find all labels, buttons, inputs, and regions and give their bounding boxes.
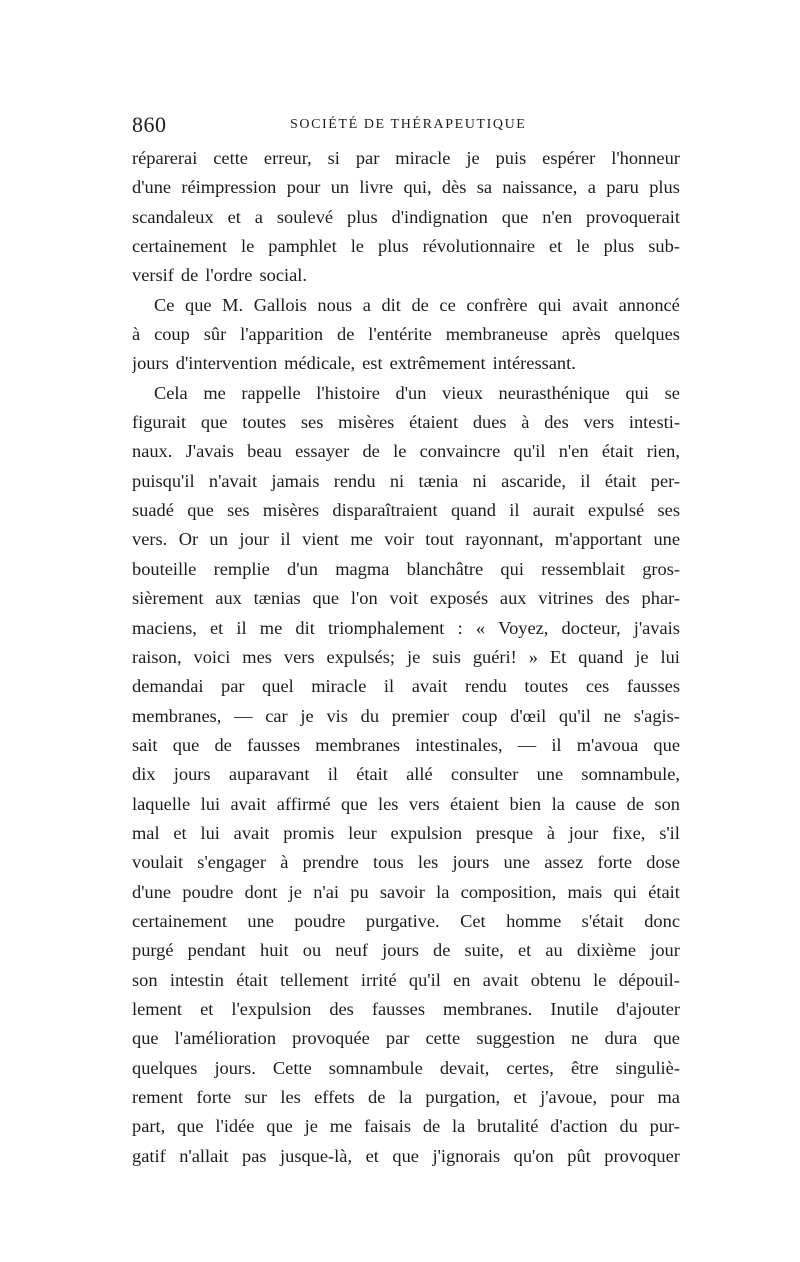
text-line: lement et l'expulsion des fausses membranes. Inutile d'ajouter bbox=[132, 998, 680, 1019]
text-line: à coup sûr l'apparition de l'entérite membraneuse après quelques bbox=[132, 324, 680, 345]
text-line: son intestin était tellement irrité qu'il en avait obtenu le dépouil- bbox=[132, 969, 680, 990]
text-line: gatif n'allait pas jusque-là, et que j'ignorais qu'on pût provoquer bbox=[132, 1145, 680, 1166]
running-title: SOCIÉTÉ DE THÉRAPEUTIQUE bbox=[290, 117, 527, 132]
running-head bbox=[132, 112, 680, 144]
text-line: mal et lui avait promis leur expulsion presque à jour fixe, s'il bbox=[132, 822, 680, 843]
text-line: jours d'intervention médicale, est extrêmement intéressant. bbox=[132, 353, 576, 374]
text-line: vers. Or un jour il vient me voir tout rayonnant, m'apportant une bbox=[132, 529, 680, 550]
text-line: bouteille remplie d'un magma blanchâtre qui ressemblait gros- bbox=[132, 558, 680, 579]
text-line: certainement le pamphlet le plus révolutionnaire et le plus sub- bbox=[132, 236, 680, 257]
text-line: que l'amélioration provoquée par cette suggestion ne dura que bbox=[132, 1028, 680, 1049]
text-line: d'une réimpression pour un livre qui, dès sa naissance, a paru plus bbox=[132, 177, 680, 198]
text-line: rement forte sur les effets de la purgation, et j'avoue, pour ma bbox=[132, 1087, 680, 1107]
text-line: membranes, — car je vis du premier coup d'œil qu'il ne s'agis- bbox=[132, 705, 680, 726]
page-number: 860 bbox=[132, 112, 167, 137]
book-page bbox=[132, 112, 680, 1171]
body-text bbox=[132, 144, 680, 1171]
text-line: versif de l'ordre social. bbox=[132, 265, 307, 286]
text-line: certainement une poudre purgative. Cet homme s'était donc bbox=[132, 910, 680, 931]
text-line: naux. J'avais beau essayer de le convaincre qu'il n'en était rien, bbox=[132, 441, 680, 462]
text-line: laquelle lui avait affirmé que les vers étaient bien la cause de son bbox=[132, 793, 680, 814]
text-line: Ce que M. Gallois nous a dit de ce confrère qui avait annoncé bbox=[154, 294, 680, 315]
text-line: purgé pendant huit ou neuf jours de suite, et au dixième jour bbox=[132, 940, 680, 961]
text-line: dix jours auparavant il était allé consulter une somnambule, bbox=[132, 764, 680, 785]
text-line: scandaleux et a soulevé plus d'indignation que n'en provoquerait bbox=[132, 206, 680, 227]
text-line: part, que l'idée que je me faisais de la brutalité d'action du pur- bbox=[132, 1116, 680, 1137]
text-line: suadé que ses misères disparaîtraient quand il aurait expulsé ses bbox=[132, 500, 680, 521]
text-line: Cela me rappelle l'histoire d'un vieux neurasthénique qui se bbox=[154, 382, 680, 403]
text-line: d'une poudre dont je n'ai pu savoir la composition, mais qui était bbox=[132, 881, 680, 902]
text-line: sait que de fausses membranes intestinales, — il m'avoua que bbox=[132, 734, 680, 755]
text-line: maciens, et il me dit triomphalement : « Voyez, docteur, j'avais bbox=[132, 617, 680, 638]
text-line: demandai par quel miracle il avait rendu toutes ces fausses bbox=[132, 676, 680, 697]
text-line: sièrement aux tænias que l'on voit exposés aux vitrines des phar- bbox=[132, 588, 680, 609]
text-line: réparerai cette erreur, si par miracle je puis espérer l'honneur bbox=[132, 148, 680, 168]
text-line: quelques jours. Cette somnambule devait, certes, être singuliè- bbox=[132, 1057, 680, 1078]
text-line: puisqu'il n'avait jamais rendu ni tænia ni ascaride, il était per- bbox=[132, 470, 680, 491]
text-line: raison, voici mes vers expulsés; je suis guéri! » Et quand je lui bbox=[132, 646, 680, 667]
text-line: voulait s'engager à prendre tous les jours une assez forte dose bbox=[132, 852, 680, 873]
text-line: figurait que toutes ses misères étaient dues à des vers intesti- bbox=[132, 412, 680, 433]
